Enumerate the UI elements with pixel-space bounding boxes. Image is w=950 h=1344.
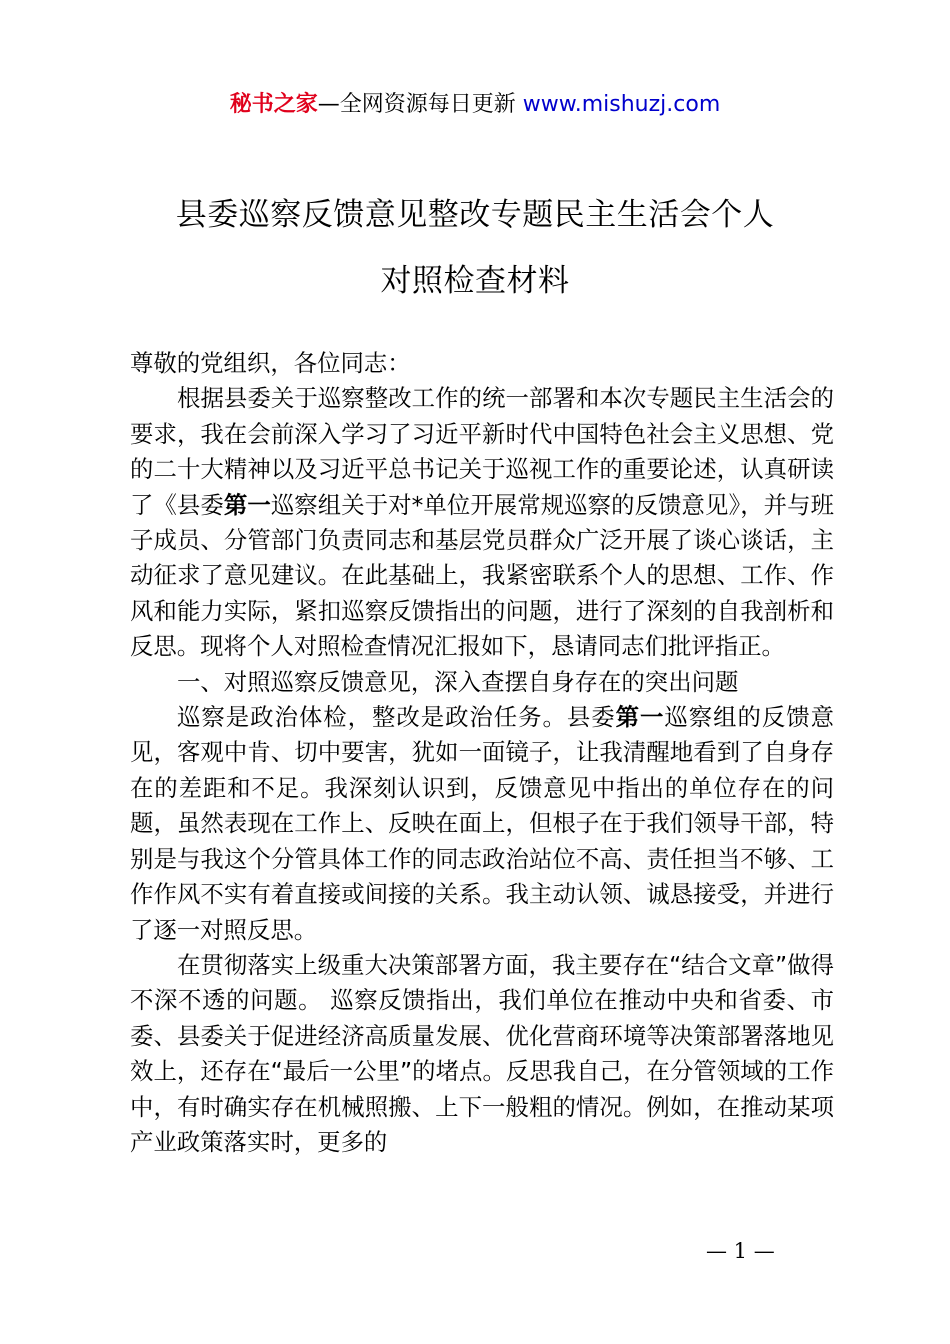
- title-line-2: 对照检查材料: [380, 263, 570, 299]
- header-tagline: —全网资源每日更新: [317, 92, 523, 117]
- site-url-link[interactable]: www.mishuzj.com: [522, 92, 721, 117]
- paragraph-inspection-part-a: 巡察是政治体检，整改是政治任务。县委: [177, 703, 616, 732]
- site-header: [0, 88, 950, 122]
- document-body: [130, 346, 834, 1160]
- paragraph-intro-part-a: 根据县委关于巡察整改工作的统一部署和本次专题民主生活会的要求，我在会前深入学习了习近平新时代中国特色社会主义思想、党的二十大精神以及习近平总书记关于巡视工作的重要论述，认真研读了《县委: [130, 384, 834, 519]
- paragraph-intro: [130, 381, 834, 664]
- paragraph-implementation: 在贯彻落实上级重大决策部署方面，我主要存在“结合文章”做得不深不透的问题。 巡察反馈指出，我们单位在推动中央和省委、市委、县委关于促进经济高质量发展、优化营商环境等决策部署落地见效上，还存在“最后一公里”的堵点。反思我自己，在分管领域的工作中，有时确实存在机械照搬、上下一般粗的情况。例如，在推动某项产业政策落实时，更多的: [130, 950, 834, 1156]
- title-line-1: 县委巡察反馈意见整改专题民主生活会个人: [175, 197, 775, 233]
- paragraph-intro-emphasis: 第一: [223, 490, 271, 519]
- paragraph-inspection-emphasis: 第一: [615, 703, 665, 732]
- paragraph-intro-part-b: 巡察组关于对*单位开展常规巡察的反馈意见》，并与班子成员、分管部门负责同志和基层党员群众广泛开展了谈心谈话，主动征求了意见建议。在此基础上，我紧密联系个人的思想、工作、作风和能力实际，紧扣巡察反馈指出的问题，进行了深刻的自我剖析和反思。现将个人对照检查情况汇报如下，恳请同志们批评指正。: [130, 490, 835, 661]
- salutation: 尊敬的党组织，各位同志：: [130, 349, 411, 377]
- paragraph-inspection-part-b: 巡察组的反馈意见，客观中肯、切中要害，犹如一面镜子，让我清醒地看到了自身存在的差距和不足。我深刻认识到，反馈意见中指出的单位存在的问题，虽然表现在工作上、反映在面上，但根子在于我们领导干部，特别是与我这个分管具体工作的同志政治站位不高、责任担当不够、工作作风不实有着直接或间接的关系。我主动认领、诚恳接受，并进行了逐一对照反思。: [130, 703, 835, 944]
- brand-name: 秘书之家: [229, 92, 318, 117]
- section-heading-1: 一、对照巡察反馈意见，深入查摆自身存在的突出问题: [177, 667, 739, 696]
- paragraph-inspection: [130, 700, 834, 948]
- page-number: — 1 —: [706, 1239, 775, 1263]
- document-title: [60, 182, 890, 314]
